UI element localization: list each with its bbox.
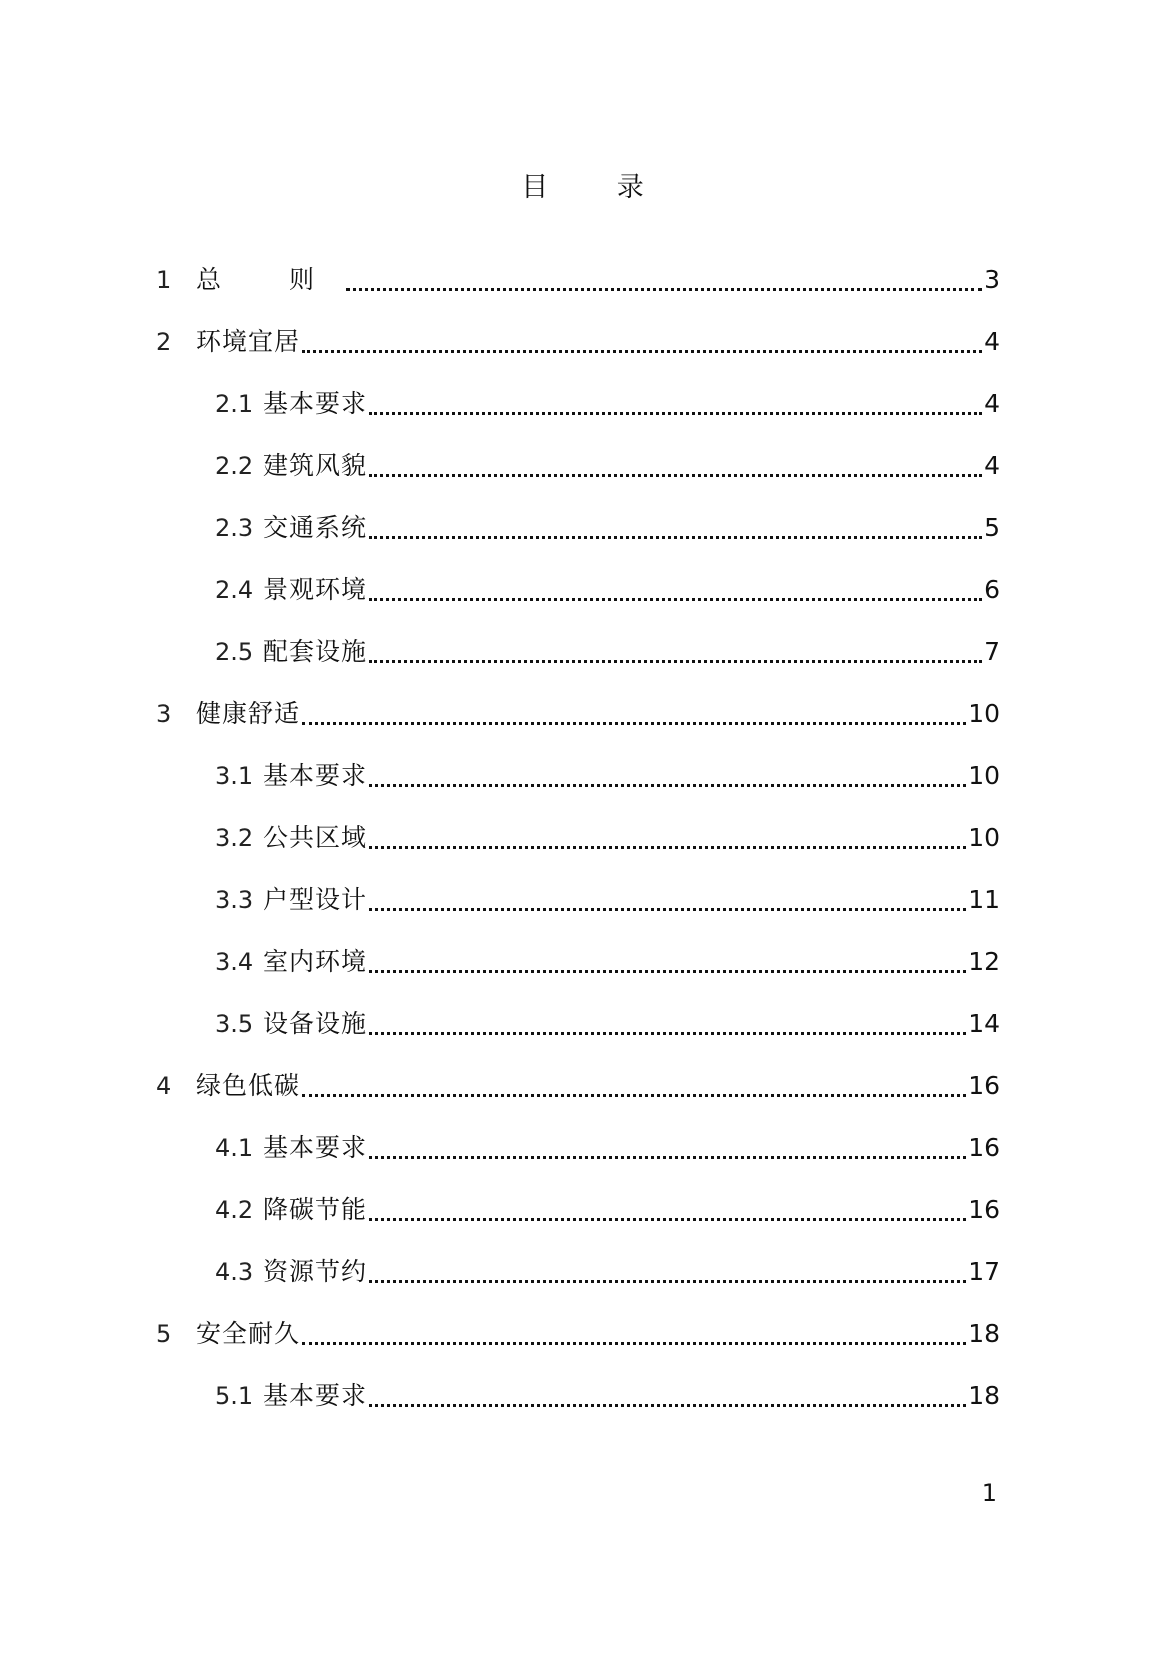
toc-entry-label: 降碳节能: [263, 1195, 368, 1224]
toc-entry-2-1[interactable]: [215, 382, 1000, 422]
toc-entry-page: 10: [968, 823, 1000, 852]
toc-entry-page: 17: [968, 1257, 1000, 1286]
toc-entry-number: 4.1: [215, 1134, 254, 1162]
toc-entry-number: 3: [156, 700, 172, 728]
toc-entry-page: 6: [984, 575, 1000, 604]
toc-dot-leader: [369, 578, 982, 601]
toc-entry-3[interactable]: [156, 692, 1000, 732]
page-title: 目 录: [521, 172, 674, 203]
toc-entry-label: 健康舒适: [196, 699, 301, 728]
toc-entry-page: 16: [968, 1195, 1000, 1224]
toc-entry-2-5[interactable]: [215, 630, 1000, 670]
toc-entry-4-2[interactable]: [215, 1188, 1000, 1228]
toc-entry-2[interactable]: [156, 320, 1000, 360]
toc-entry-label: 公共区域: [263, 823, 368, 852]
toc-entry-2-3[interactable]: [215, 506, 1000, 546]
toc-dot-leader: [369, 764, 966, 787]
toc-dot-leader: [346, 268, 982, 291]
toc-dot-leader: [302, 1074, 966, 1097]
toc-entry-number: 3.5: [215, 1010, 254, 1038]
toc-dot-leader: [369, 1260, 966, 1283]
toc-entry-label: 基本要求: [263, 1381, 368, 1410]
toc-entry-page: 4: [984, 327, 1000, 356]
toc-dot-leader: [369, 1012, 966, 1035]
toc-entry-number: 2.2: [215, 452, 254, 480]
page-number: 1: [981, 1479, 997, 1507]
toc-entry-label: 建筑风貌: [263, 451, 368, 480]
toc-entry-label: 资源节约: [263, 1257, 368, 1286]
toc-entry-page: 4: [984, 389, 1000, 418]
toc-entry-page: 16: [968, 1071, 1000, 1100]
toc-entry-1[interactable]: [156, 258, 1000, 298]
toc-dot-leader: [302, 702, 966, 725]
toc-entry-label: 安全耐久: [196, 1319, 301, 1348]
toc-entry-label: 设备设施: [263, 1009, 368, 1038]
toc-entry-label: 绿色低碳: [196, 1071, 301, 1100]
toc-entry-label: 交通系统: [263, 513, 368, 542]
toc-dot-leader: [369, 1198, 966, 1221]
toc-dot-leader: [369, 454, 982, 477]
toc-entry-label: 环境宜居: [196, 327, 301, 356]
toc-entry-label: 配套设施: [263, 637, 368, 666]
toc-entry-label: 基本要求: [263, 1133, 368, 1162]
toc-dot-leader: [369, 516, 982, 539]
toc-entry-number: 3.1: [215, 762, 254, 790]
toc-entry-number: 2: [156, 328, 172, 356]
toc-entry-number: 3.2: [215, 824, 254, 852]
toc-entry-3-1[interactable]: [215, 754, 1000, 794]
toc-entry-page: 16: [968, 1133, 1000, 1162]
toc-entry-2-2[interactable]: [215, 444, 1000, 484]
toc-entry-label: 景观环境: [263, 575, 368, 604]
toc-entry-number: 3.4: [215, 948, 254, 976]
toc-dot-leader: [369, 826, 966, 849]
toc-entry-page: 4: [984, 451, 1000, 480]
toc-entry-page: 7: [984, 637, 1000, 666]
toc-entry-number: 4: [156, 1072, 172, 1100]
toc-entry-4[interactable]: [156, 1064, 1000, 1104]
toc-entry-label: 基本要求: [263, 761, 368, 790]
toc-entry-page: 18: [968, 1381, 1000, 1410]
toc-entry-label: 户型设计: [263, 885, 368, 914]
toc-entry-page: 14: [968, 1009, 1000, 1038]
toc-entry-page: 10: [968, 699, 1000, 728]
toc-entry-3-5[interactable]: [215, 1002, 1000, 1042]
toc-entry-number: 2.3: [215, 514, 254, 542]
toc-entry-4-3[interactable]: [215, 1250, 1000, 1290]
toc-entry-label: 总 则: [196, 265, 344, 294]
toc-entry-number: 4.3: [215, 1258, 254, 1286]
toc-entry-label: 室内环境: [263, 947, 368, 976]
toc-entry-page: 18: [968, 1319, 1000, 1348]
toc-dot-leader: [369, 1384, 966, 1407]
toc-entry-number: 4.2: [215, 1196, 254, 1224]
toc-entry-5[interactable]: [156, 1312, 1000, 1352]
toc-entry-4-1[interactable]: [215, 1126, 1000, 1166]
toc-entry-page: 10: [968, 761, 1000, 790]
toc-entry-number: 3.3: [215, 886, 254, 914]
toc-entry-number: 2.1: [215, 390, 254, 418]
toc-entry-label: 基本要求: [263, 389, 368, 418]
toc-dot-leader: [369, 950, 966, 973]
toc-entry-number: 5: [156, 1320, 172, 1348]
toc-dot-leader: [369, 392, 982, 415]
toc-dot-leader: [369, 1136, 966, 1159]
toc-entry-2-4[interactable]: [215, 568, 1000, 608]
toc-entry-3-3[interactable]: [215, 878, 1000, 918]
toc-entry-5-1[interactable]: [215, 1374, 1000, 1414]
toc-entry-number: 1: [156, 266, 172, 294]
toc-dot-leader: [302, 1322, 966, 1345]
toc-entry-number: 2.5: [215, 638, 254, 666]
toc-entry-3-4[interactable]: [215, 940, 1000, 980]
toc-dot-leader: [302, 330, 982, 353]
toc-entry-page: 5: [984, 513, 1000, 542]
toc-dot-leader: [369, 888, 966, 911]
toc-entry-page: 12: [968, 947, 1000, 976]
toc-entry-number: 2.4: [215, 576, 254, 604]
toc-entry-3-2[interactable]: [215, 816, 1000, 856]
toc-entry-page: 3: [984, 265, 1000, 294]
toc-entry-number: 5.1: [215, 1382, 254, 1410]
toc-entry-page: 11: [968, 885, 1000, 914]
toc-dot-leader: [369, 640, 982, 663]
